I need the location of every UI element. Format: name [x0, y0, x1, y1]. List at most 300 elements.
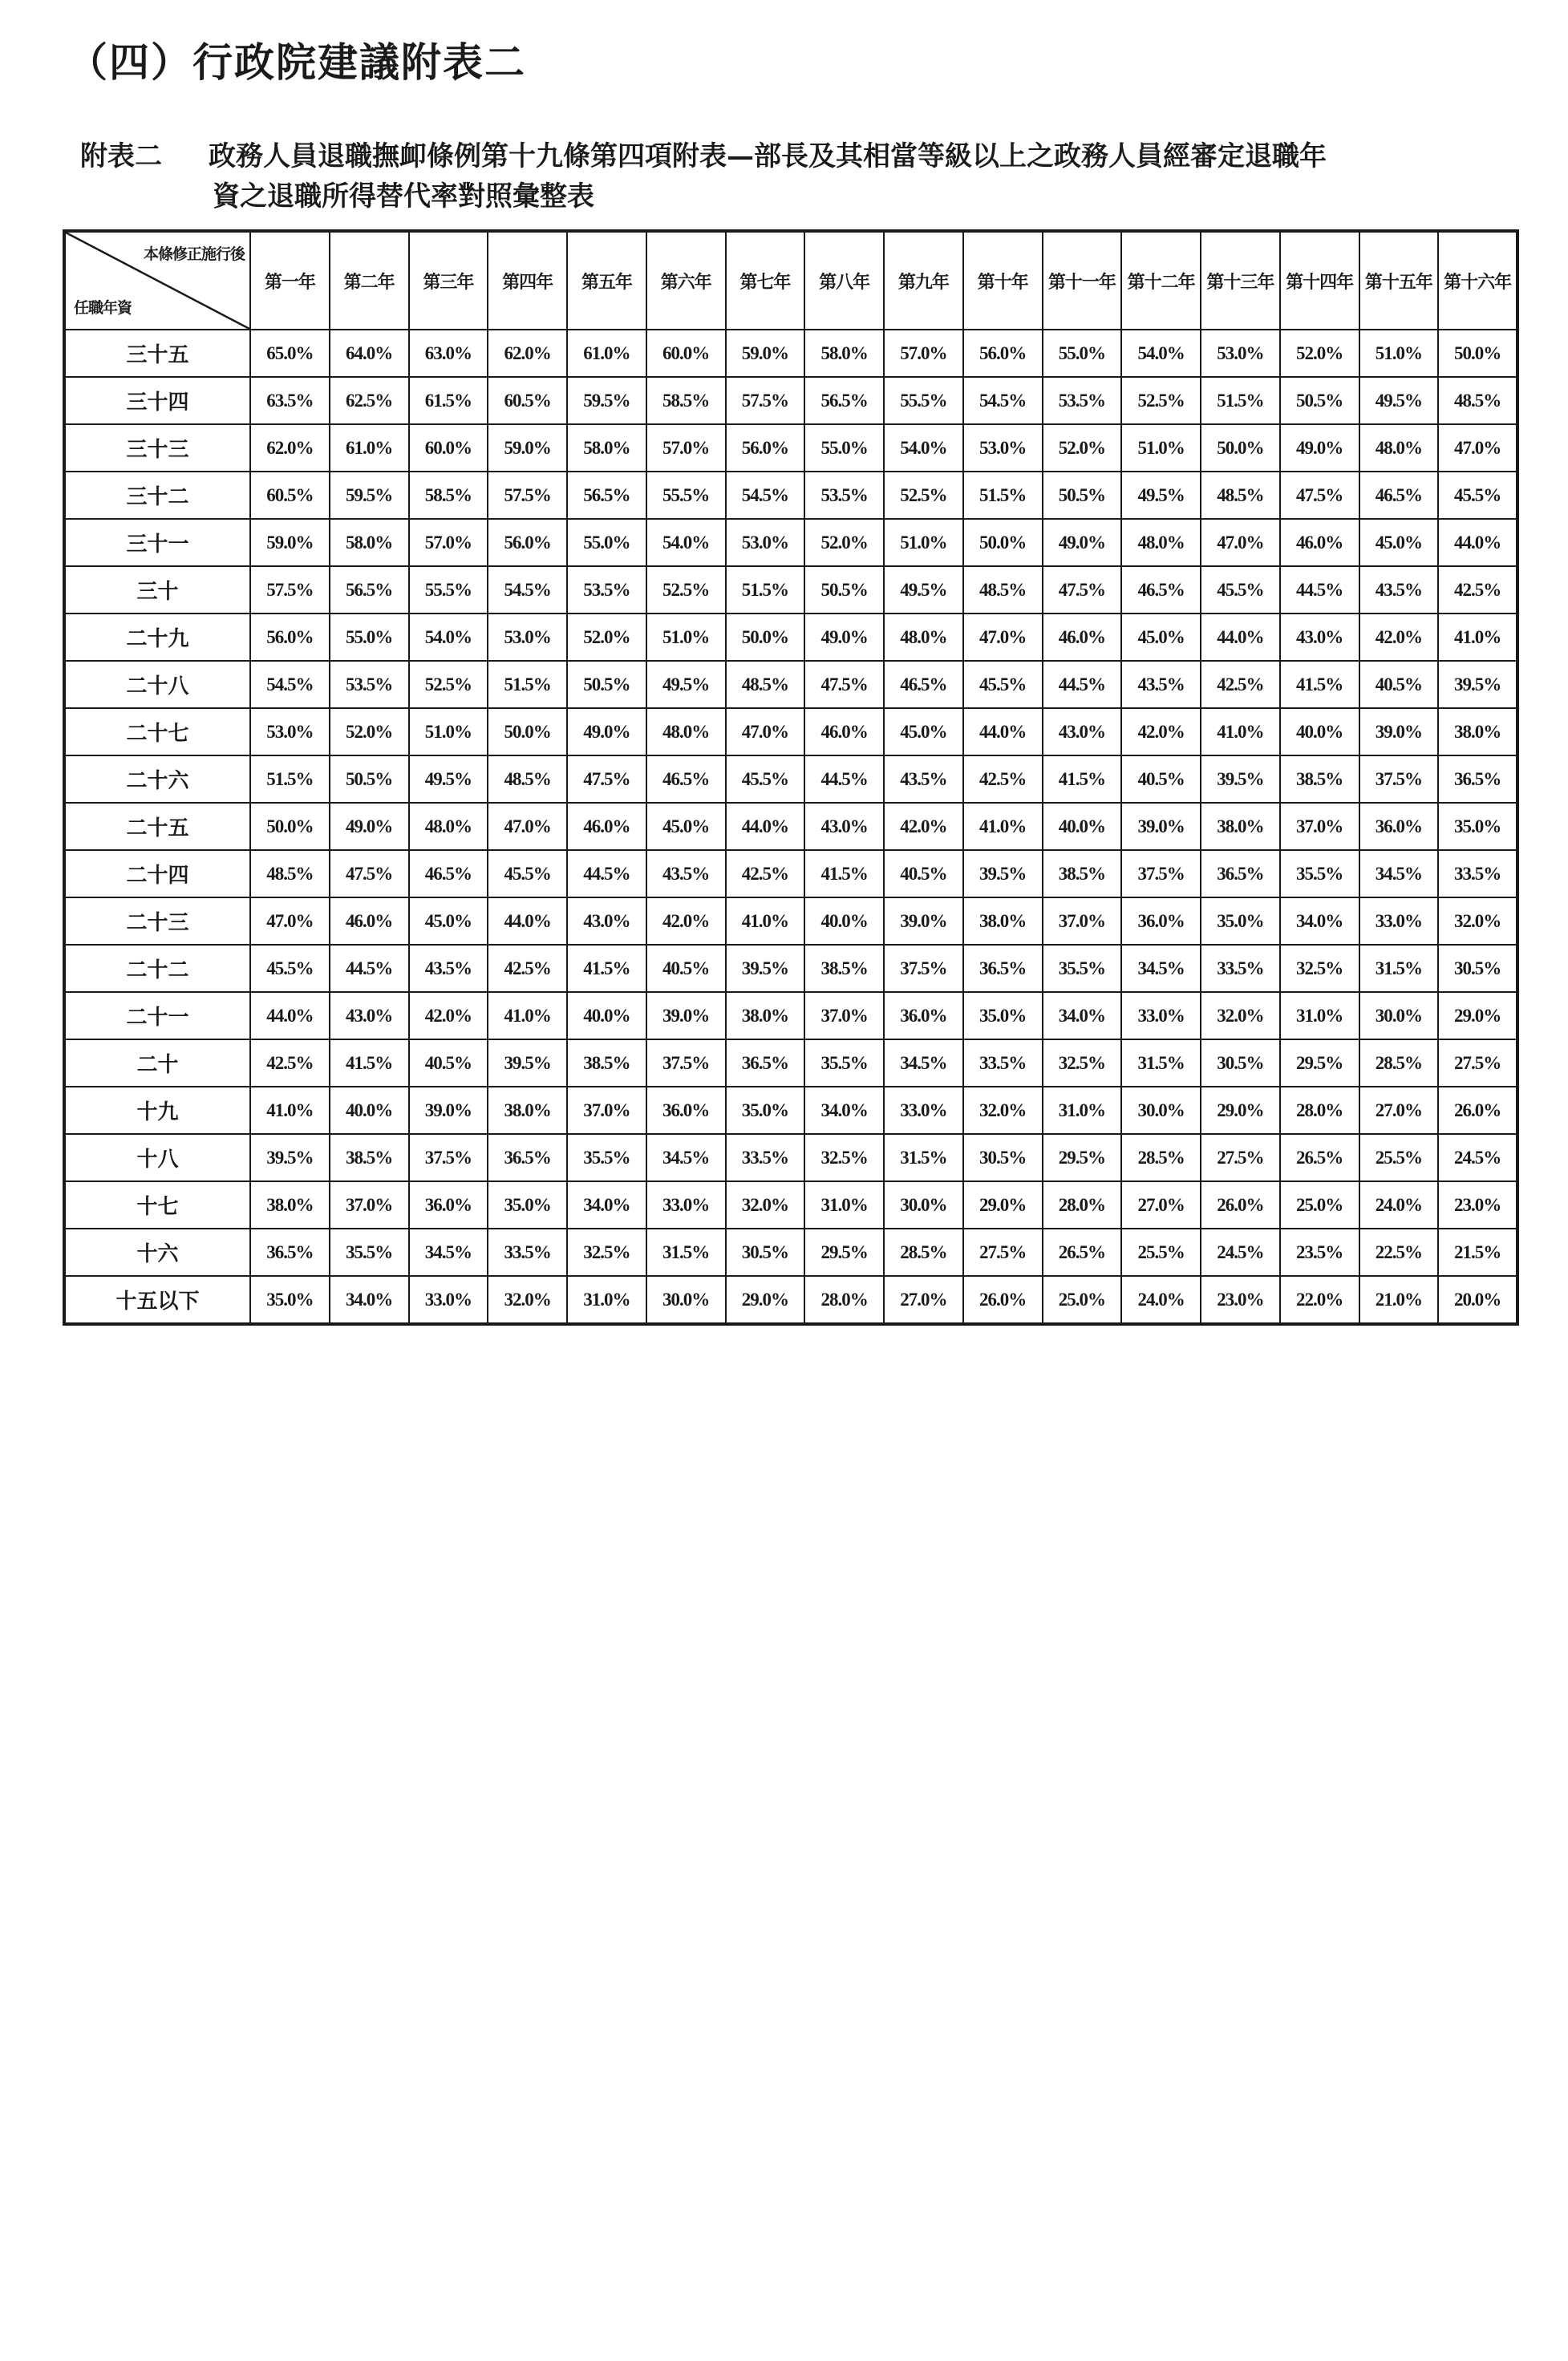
rate-cell: 48.0% — [646, 708, 726, 755]
rate-cell: 29.0% — [1438, 992, 1517, 1039]
rate-cell: 29.0% — [726, 1276, 805, 1324]
column-header: 第九年 — [884, 231, 963, 330]
rate-cell: 41.0% — [963, 803, 1043, 850]
rate-cell: 49.5% — [1121, 472, 1201, 519]
rate-cell: 42.0% — [646, 897, 726, 945]
rate-cell: 44.0% — [488, 897, 567, 945]
rate-cell: 37.0% — [804, 992, 884, 1039]
table-row — [64, 377, 1517, 424]
rate-cell: 65.0% — [250, 330, 330, 377]
rate-cell: 34.0% — [1280, 897, 1359, 945]
rate-cell: 41.0% — [1201, 708, 1280, 755]
caption-line-1: 政務人員退職撫卹條例第十九條第四項附表—部長及其相當等級以上之政務人員經審定退職年 — [209, 140, 1327, 172]
rate-cell: 41.5% — [1280, 661, 1359, 708]
rate-cell: 40.5% — [1359, 661, 1439, 708]
rate-cell: 34.5% — [884, 1039, 963, 1087]
rate-cell: 39.0% — [1121, 803, 1201, 850]
rate-cell: 39.0% — [884, 897, 963, 945]
rate-cell: 34.5% — [409, 1229, 488, 1276]
rate-cell: 36.0% — [646, 1087, 726, 1134]
rate-cell: 48.5% — [963, 566, 1043, 614]
rate-cell: 35.5% — [1043, 945, 1122, 992]
rate-cell: 24.0% — [1121, 1276, 1201, 1324]
rate-cell: 41.0% — [488, 992, 567, 1039]
row-label-service-years: 二十二 — [64, 945, 250, 992]
rate-cell: 50.0% — [250, 803, 330, 850]
rate-cell: 47.0% — [1438, 424, 1517, 472]
table-row — [64, 519, 1517, 566]
rate-cell: 60.0% — [646, 330, 726, 377]
rate-cell: 43.5% — [409, 945, 488, 992]
rate-cell: 36.0% — [1121, 897, 1201, 945]
rate-cell: 45.0% — [884, 708, 963, 755]
rate-cell: 44.0% — [1201, 614, 1280, 661]
rate-cell: 52.0% — [804, 519, 884, 566]
rate-cell: 48.5% — [1438, 377, 1517, 424]
rate-cell: 22.0% — [1280, 1276, 1359, 1324]
rate-cell: 23.0% — [1438, 1181, 1517, 1229]
rate-cell: 31.5% — [1359, 945, 1439, 992]
rate-cell: 50.5% — [330, 755, 409, 803]
rate-cell: 51.5% — [726, 566, 805, 614]
rate-cell: 45.0% — [1359, 519, 1439, 566]
rate-cell: 39.5% — [963, 850, 1043, 897]
rate-cell: 53.0% — [963, 424, 1043, 472]
rate-cell: 43.0% — [1043, 708, 1122, 755]
rate-cell: 49.5% — [646, 661, 726, 708]
column-header: 第十五年 — [1359, 231, 1439, 330]
rate-cell: 38.5% — [330, 1134, 409, 1181]
rate-cell: 57.5% — [250, 566, 330, 614]
rate-cell: 33.0% — [1121, 992, 1201, 1039]
rate-cell: 21.5% — [1438, 1229, 1517, 1276]
rate-cell: 39.5% — [1201, 755, 1280, 803]
rate-cell: 55.0% — [567, 519, 646, 566]
rate-cell: 46.0% — [567, 803, 646, 850]
rate-cell: 38.5% — [567, 1039, 646, 1087]
rate-cell: 52.5% — [409, 661, 488, 708]
rate-cell: 28.5% — [1359, 1039, 1439, 1087]
rate-cell: 52.5% — [646, 566, 726, 614]
row-label-service-years: 三十三 — [64, 424, 250, 472]
rate-cell: 33.5% — [488, 1229, 567, 1276]
rate-cell: 27.0% — [884, 1276, 963, 1324]
rate-cell: 35.0% — [1438, 803, 1517, 850]
rate-cell: 25.5% — [1359, 1134, 1439, 1181]
row-label-service-years: 二十七 — [64, 708, 250, 755]
column-header: 第十一年 — [1043, 231, 1122, 330]
rate-cell: 36.0% — [1359, 803, 1439, 850]
rate-cell: 33.5% — [1438, 850, 1517, 897]
row-label-service-years: 二十八 — [64, 661, 250, 708]
rate-cell: 61.0% — [330, 424, 409, 472]
rate-cell: 27.0% — [1121, 1181, 1201, 1229]
row-label-service-years: 二十三 — [64, 897, 250, 945]
rate-cell: 34.5% — [646, 1134, 726, 1181]
rate-cell: 47.5% — [567, 755, 646, 803]
row-label-service-years: 十六 — [64, 1229, 250, 1276]
rate-cell: 36.5% — [963, 945, 1043, 992]
rate-cell: 27.5% — [1438, 1039, 1517, 1087]
rate-cell: 49.5% — [1359, 377, 1439, 424]
rate-cell: 47.0% — [726, 708, 805, 755]
rate-cell: 53.5% — [1043, 377, 1122, 424]
rate-cell: 38.0% — [1201, 803, 1280, 850]
rate-cell: 54.5% — [488, 566, 567, 614]
rate-cell: 44.5% — [330, 945, 409, 992]
rate-cell: 58.5% — [409, 472, 488, 519]
rate-cell: 37.5% — [1359, 755, 1439, 803]
rate-cell: 26.0% — [1438, 1087, 1517, 1134]
rate-cell: 37.0% — [1280, 803, 1359, 850]
rate-cell: 37.5% — [1121, 850, 1201, 897]
rate-cell: 44.0% — [250, 992, 330, 1039]
rate-cell: 24.5% — [1438, 1134, 1517, 1181]
rate-cell: 60.0% — [409, 424, 488, 472]
rate-cell: 44.5% — [1280, 566, 1359, 614]
rate-cell: 38.5% — [804, 945, 884, 992]
rate-cell: 63.5% — [250, 377, 330, 424]
rate-cell: 56.5% — [330, 566, 409, 614]
rate-cell: 30.5% — [726, 1229, 805, 1276]
rate-cell: 38.0% — [1438, 708, 1517, 755]
table-header-row — [64, 231, 1517, 330]
rate-cell: 46.0% — [330, 897, 409, 945]
rate-cell: 39.5% — [726, 945, 805, 992]
rate-cell: 40.0% — [330, 1087, 409, 1134]
rate-cell: 31.0% — [567, 1276, 646, 1324]
rate-cell: 38.0% — [963, 897, 1043, 945]
rate-cell: 26.5% — [1043, 1229, 1122, 1276]
row-label-service-years: 三十 — [64, 566, 250, 614]
rate-cell: 43.0% — [1280, 614, 1359, 661]
rate-cell: 29.0% — [1201, 1087, 1280, 1134]
rate-cell: 31.5% — [884, 1134, 963, 1181]
rate-cell: 35.0% — [488, 1181, 567, 1229]
rate-cell: 25.0% — [1280, 1181, 1359, 1229]
rate-cell: 51.5% — [488, 661, 567, 708]
row-label-service-years: 十八 — [64, 1134, 250, 1181]
rate-cell: 42.5% — [488, 945, 567, 992]
rate-cell: 48.5% — [250, 850, 330, 897]
table-body — [64, 330, 1517, 1324]
table-row — [64, 566, 1517, 614]
rate-cell: 45.5% — [963, 661, 1043, 708]
rate-cell: 27.5% — [1201, 1134, 1280, 1181]
row-label-service-years: 三十一 — [64, 519, 250, 566]
rate-cell: 32.5% — [804, 1134, 884, 1181]
rate-cell: 49.0% — [330, 803, 409, 850]
rate-cell: 32.5% — [567, 1229, 646, 1276]
rate-cell: 51.0% — [884, 519, 963, 566]
row-label-service-years: 二十五 — [64, 803, 250, 850]
rate-cell: 47.0% — [1201, 519, 1280, 566]
rate-cell: 35.5% — [567, 1134, 646, 1181]
rate-cell: 50.0% — [488, 708, 567, 755]
row-label-service-years: 二十四 — [64, 850, 250, 897]
rate-cell: 42.0% — [884, 803, 963, 850]
rate-cell: 42.5% — [726, 850, 805, 897]
rate-cell: 48.0% — [1121, 519, 1201, 566]
rate-cell: 60.5% — [488, 377, 567, 424]
rate-cell: 46.5% — [1121, 566, 1201, 614]
rate-cell: 31.0% — [804, 1181, 884, 1229]
rate-cell: 34.0% — [804, 1087, 884, 1134]
rate-cell: 55.0% — [330, 614, 409, 661]
rate-cell: 53.0% — [726, 519, 805, 566]
rate-cell: 36.5% — [1201, 850, 1280, 897]
rate-cell: 41.5% — [1043, 755, 1122, 803]
column-header: 第八年 — [804, 231, 884, 330]
rate-cell: 51.5% — [250, 755, 330, 803]
column-header: 第十三年 — [1201, 231, 1280, 330]
rate-cell: 30.0% — [1121, 1087, 1201, 1134]
rate-cell: 52.0% — [567, 614, 646, 661]
rate-cell: 62.0% — [488, 330, 567, 377]
table-row — [64, 472, 1517, 519]
rate-cell: 52.0% — [330, 708, 409, 755]
rate-cell: 49.5% — [409, 755, 488, 803]
row-label-service-years: 二十九 — [64, 614, 250, 661]
rate-cell: 38.0% — [488, 1087, 567, 1134]
column-header: 第十二年 — [1121, 231, 1201, 330]
rate-cell: 62.5% — [330, 377, 409, 424]
rate-cell: 61.5% — [409, 377, 488, 424]
rate-cell: 33.5% — [963, 1039, 1043, 1087]
rate-cell: 49.0% — [804, 614, 884, 661]
rate-cell: 41.5% — [567, 945, 646, 992]
table-caption — [80, 136, 1508, 217]
rate-cell: 35.0% — [726, 1087, 805, 1134]
rate-cell: 54.5% — [726, 472, 805, 519]
rate-cell: 46.0% — [1280, 519, 1359, 566]
rate-cell: 59.0% — [488, 424, 567, 472]
rate-cell: 44.0% — [726, 803, 805, 850]
rate-cell: 28.0% — [1280, 1087, 1359, 1134]
rate-cell: 49.0% — [567, 708, 646, 755]
rate-cell: 43.0% — [330, 992, 409, 1039]
rate-cell: 58.0% — [567, 424, 646, 472]
rate-cell: 51.0% — [1359, 330, 1439, 377]
rate-cell: 34.5% — [1359, 850, 1439, 897]
rate-cell: 47.5% — [330, 850, 409, 897]
rate-cell: 43.5% — [1121, 661, 1201, 708]
rate-cell: 41.5% — [804, 850, 884, 897]
rate-cell: 46.5% — [1359, 472, 1439, 519]
rate-cell: 32.5% — [1043, 1039, 1122, 1087]
table-row — [64, 945, 1517, 992]
rate-cell: 33.0% — [884, 1087, 963, 1134]
rate-cell: 42.5% — [1201, 661, 1280, 708]
rate-cell: 57.5% — [488, 472, 567, 519]
rate-cell: 56.0% — [488, 519, 567, 566]
rate-cell: 28.0% — [1043, 1181, 1122, 1229]
rate-cell: 41.0% — [250, 1087, 330, 1134]
rate-cell: 54.5% — [250, 661, 330, 708]
rate-cell: 32.5% — [1280, 945, 1359, 992]
rate-cell: 46.0% — [1043, 614, 1122, 661]
rate-cell: 57.0% — [646, 424, 726, 472]
table-row — [64, 1276, 1517, 1324]
rate-cell: 49.5% — [884, 566, 963, 614]
rate-cell: 45.0% — [409, 897, 488, 945]
rate-cell: 26.5% — [1280, 1134, 1359, 1181]
rate-cell: 48.5% — [726, 661, 805, 708]
rate-cell: 45.5% — [250, 945, 330, 992]
rate-cell: 42.5% — [250, 1039, 330, 1087]
column-header: 第五年 — [567, 231, 646, 330]
rate-cell: 38.5% — [1280, 755, 1359, 803]
rate-cell: 51.0% — [646, 614, 726, 661]
rate-cell: 36.5% — [488, 1134, 567, 1181]
row-label-service-years: 十九 — [64, 1087, 250, 1134]
rate-cell: 50.5% — [804, 566, 884, 614]
rate-cell: 36.5% — [726, 1039, 805, 1087]
rate-cell: 45.5% — [1201, 566, 1280, 614]
rate-cell: 58.0% — [330, 519, 409, 566]
rate-cell: 52.0% — [1280, 330, 1359, 377]
rate-cell: 25.5% — [1121, 1229, 1201, 1276]
column-header: 第一年 — [250, 231, 330, 330]
rate-cell: 37.0% — [330, 1181, 409, 1229]
row-label-service-years: 三十五 — [64, 330, 250, 377]
rate-cell: 43.5% — [1359, 566, 1439, 614]
rate-cell: 34.0% — [330, 1276, 409, 1324]
rate-cell: 59.5% — [567, 377, 646, 424]
rate-cell: 37.0% — [1043, 897, 1122, 945]
rate-cell: 32.0% — [1438, 897, 1517, 945]
rate-cell: 58.0% — [804, 330, 884, 377]
rate-cell: 23.5% — [1280, 1229, 1359, 1276]
rate-cell: 39.0% — [1359, 708, 1439, 755]
rate-cell: 21.0% — [1359, 1276, 1439, 1324]
rate-cell: 56.0% — [250, 614, 330, 661]
rate-cell: 47.5% — [804, 661, 884, 708]
rate-cell: 40.5% — [1121, 755, 1201, 803]
rate-cell: 52.0% — [1043, 424, 1122, 472]
rate-cell: 30.5% — [963, 1134, 1043, 1181]
rate-cell: 40.0% — [1280, 708, 1359, 755]
rate-cell: 56.5% — [567, 472, 646, 519]
rate-cell: 32.0% — [1201, 992, 1280, 1039]
rate-cell: 55.5% — [409, 566, 488, 614]
rate-cell: 50.0% — [1438, 330, 1517, 377]
rate-cell: 24.0% — [1359, 1181, 1439, 1229]
rate-cell: 48.0% — [884, 614, 963, 661]
rate-cell: 47.0% — [963, 614, 1043, 661]
rate-cell: 40.5% — [646, 945, 726, 992]
rate-cell: 33.5% — [726, 1134, 805, 1181]
rate-cell: 51.5% — [963, 472, 1043, 519]
rate-cell: 52.5% — [1121, 377, 1201, 424]
rate-cell: 51.0% — [1121, 424, 1201, 472]
rate-cell: 52.5% — [884, 472, 963, 519]
row-label-service-years: 二十一 — [64, 992, 250, 1039]
table-row — [64, 424, 1517, 472]
rate-cell: 50.5% — [1280, 377, 1359, 424]
rate-cell: 29.5% — [1280, 1039, 1359, 1087]
rate-cell: 60.5% — [250, 472, 330, 519]
rate-cell: 44.0% — [963, 708, 1043, 755]
rate-cell: 39.0% — [409, 1087, 488, 1134]
caption-line-2: 資之退職所得替代率對照彙整表 — [213, 180, 594, 213]
rate-cell: 63.0% — [409, 330, 488, 377]
table-row — [64, 803, 1517, 850]
rate-cell: 57.5% — [726, 377, 805, 424]
rate-cell: 31.0% — [1280, 992, 1359, 1039]
rate-cell: 59.0% — [726, 330, 805, 377]
rate-cell: 50.0% — [963, 519, 1043, 566]
rate-cell: 30.0% — [1359, 992, 1439, 1039]
rate-cell: 42.5% — [963, 755, 1043, 803]
table-row — [64, 614, 1517, 661]
rate-cell: 51.5% — [1201, 377, 1280, 424]
rate-cell: 35.5% — [1280, 850, 1359, 897]
replacement-rate-table — [63, 229, 1519, 1326]
rate-cell: 26.0% — [1201, 1181, 1280, 1229]
rate-cell: 38.0% — [250, 1181, 330, 1229]
rate-cell: 56.0% — [963, 330, 1043, 377]
rate-cell: 27.5% — [963, 1229, 1043, 1276]
row-label-service-years: 十七 — [64, 1181, 250, 1229]
rate-cell: 57.0% — [409, 519, 488, 566]
rate-cell: 32.0% — [488, 1276, 567, 1324]
rate-cell: 23.0% — [1201, 1276, 1280, 1324]
row-label-service-years: 十五以下 — [64, 1276, 250, 1324]
rate-cell: 58.5% — [646, 377, 726, 424]
rate-cell: 28.5% — [1121, 1134, 1201, 1181]
rate-cell: 35.5% — [804, 1039, 884, 1087]
rate-cell: 41.0% — [1438, 614, 1517, 661]
row-label-service-years: 二十六 — [64, 755, 250, 803]
rate-cell: 39.5% — [1438, 661, 1517, 708]
rate-cell: 25.0% — [1043, 1276, 1122, 1324]
rate-cell: 30.0% — [884, 1181, 963, 1229]
table-row — [64, 330, 1517, 377]
rate-cell: 43.0% — [804, 803, 884, 850]
rate-cell: 47.0% — [488, 803, 567, 850]
rate-cell: 24.5% — [1201, 1229, 1280, 1276]
rate-cell: 40.0% — [567, 992, 646, 1039]
table-row — [64, 661, 1517, 708]
rate-cell: 30.5% — [1438, 945, 1517, 992]
rate-cell: 55.5% — [884, 377, 963, 424]
rate-cell: 54.0% — [1121, 330, 1201, 377]
row-label-service-years: 三十二 — [64, 472, 250, 519]
rate-cell: 56.0% — [726, 424, 805, 472]
rate-cell: 55.0% — [1043, 330, 1122, 377]
rate-cell: 61.0% — [567, 330, 646, 377]
rate-cell: 54.0% — [884, 424, 963, 472]
rate-cell: 43.5% — [646, 850, 726, 897]
rate-cell: 35.0% — [963, 992, 1043, 1039]
rate-cell: 31.5% — [646, 1229, 726, 1276]
rate-cell: 55.0% — [804, 424, 884, 472]
column-header: 第七年 — [726, 231, 805, 330]
table-row — [64, 1181, 1517, 1229]
rate-cell: 36.0% — [884, 992, 963, 1039]
rate-cell: 36.5% — [250, 1229, 330, 1276]
table-row — [64, 755, 1517, 803]
rate-cell: 26.0% — [963, 1276, 1043, 1324]
rate-cell: 45.5% — [488, 850, 567, 897]
rate-cell: 44.5% — [804, 755, 884, 803]
column-header: 第十四年 — [1280, 231, 1359, 330]
rate-cell: 35.0% — [1201, 897, 1280, 945]
rate-cell: 33.0% — [409, 1276, 488, 1324]
rate-cell: 29.5% — [804, 1229, 884, 1276]
rate-cell: 64.0% — [330, 330, 409, 377]
